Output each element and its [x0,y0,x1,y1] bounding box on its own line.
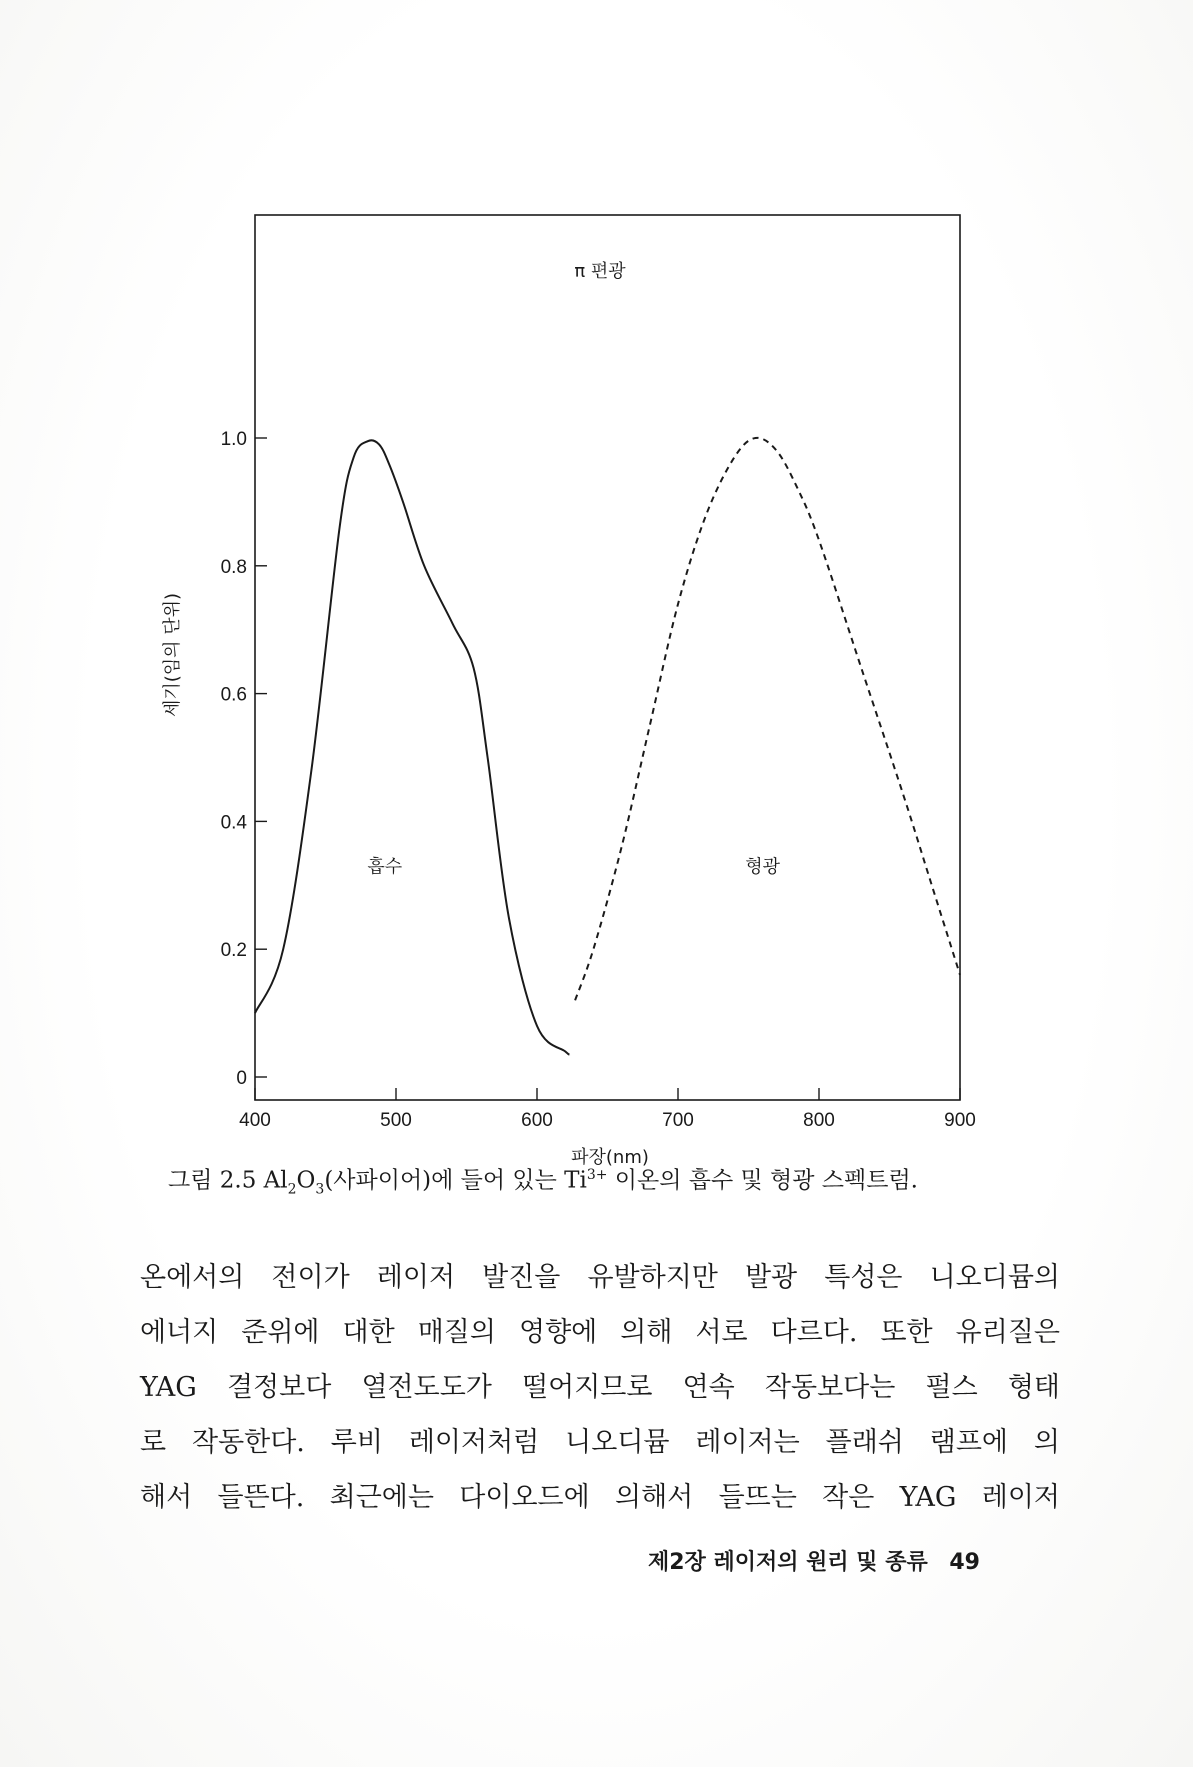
body-line: 에너지 준위에 대한 매질의 영향에 의해 서로 다르다. 또한 유리질은 [140,1317,1060,1348]
caption-superscript: 3+ [586,1167,608,1183]
y-tick-label: 0 [236,1068,247,1089]
annotation-layer [367,856,780,878]
fluorescence-curve [575,438,960,1000]
body-line: 해서 들뜬다. 최근에는 다이오드에 의해서 들뜨는 작은 YAG 레이저 [140,1482,1060,1513]
y-axis-label: 세기(임의 단위) [162,592,183,718]
caption-middle: (사파이어)에 들어 있는 Ti [324,1167,587,1194]
caption-suffix: 이온의 흡수 및 형광 스펙트럼. [607,1167,918,1194]
x-tick-label: 800 [803,1110,835,1131]
plot-frame [255,215,960,1100]
series-layer [255,438,960,1055]
x-axis [239,1088,976,1131]
y-tick-label: 1.0 [220,429,247,450]
page-number: 49 [949,1550,980,1575]
curve-annotation: 형광 [745,856,780,878]
caption-oxygen: O [296,1167,316,1194]
y-tick-label: 0.2 [220,940,247,962]
x-tick-label: 500 [380,1110,412,1131]
y-axis [221,429,267,1089]
x-tick-label: 700 [662,1110,694,1131]
curve-annotation: 흡수 [367,856,403,878]
running-head: 제2장 레이저의 원리 및 종류 [647,1550,928,1575]
x-tick-label: 600 [521,1110,553,1131]
body-line: 온에서의 전이가 레이저 발진을 유발하지만 발광 특성은 니오디뮴의 [140,1262,1060,1293]
x-tick-label: 900 [944,1110,976,1131]
body-line: 로 작동한다. 루비 레이저처럼 니오디뮴 레이저는 플래쉬 램프에 의 [140,1427,1060,1458]
absorption-curve [255,440,569,1054]
spectrum-figure [150,195,1050,1168]
y-tick-label: 0.4 [220,812,247,834]
x-axis-label: 파장(nm) [571,1147,649,1168]
caption-prefix: 그림 2.5 Al [168,1167,288,1194]
body-paragraph [140,1250,1060,1525]
y-tick-label: 0.6 [220,684,247,706]
chart-title: π 편광 [574,261,626,282]
page-footer [600,1545,980,1576]
x-tick-label: 400 [239,1110,271,1131]
caption-subscript-2: 2 [287,1181,297,1198]
caption-subscript-3: 3 [315,1181,325,1198]
y-tick-label: 0.8 [220,556,247,578]
figure-caption [168,1160,1068,1204]
body-line: YAG 결정보다 열전도도가 떨어지므로 연속 작동보다는 펄스 형태 [140,1372,1060,1403]
